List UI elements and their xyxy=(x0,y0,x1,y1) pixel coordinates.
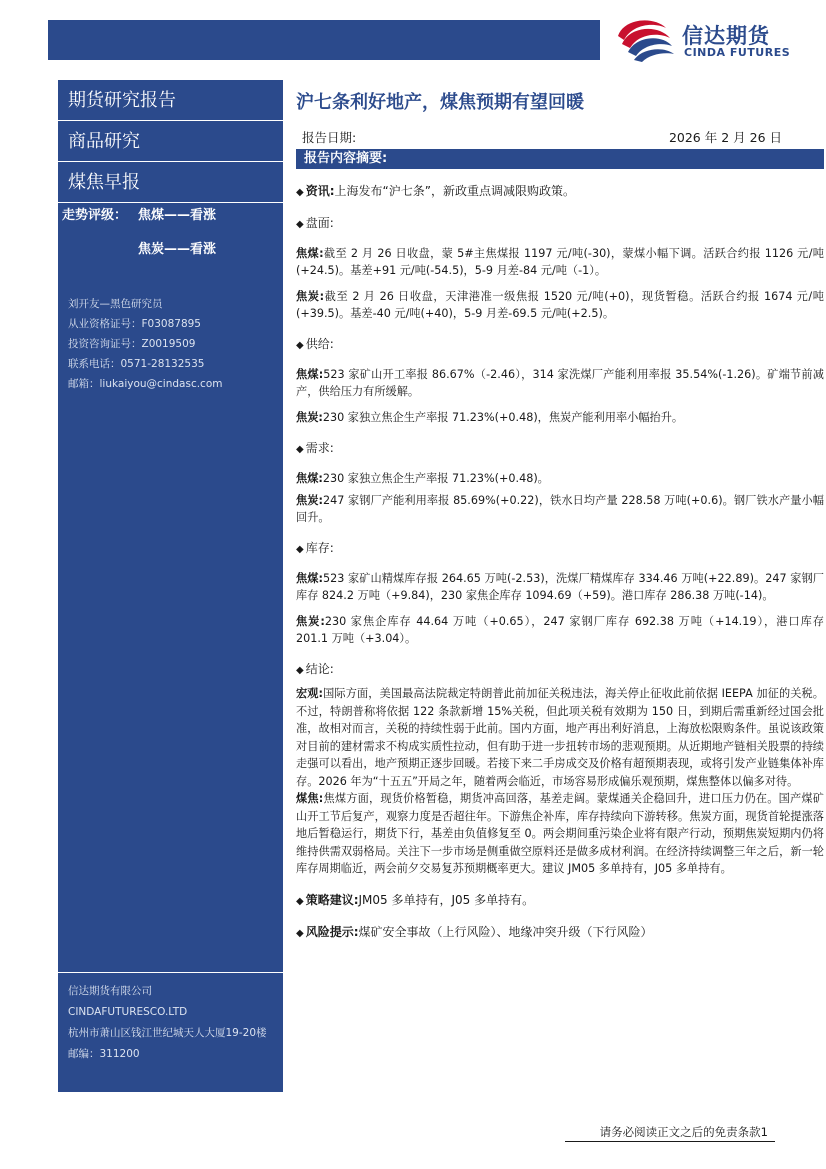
diamond-icon: ◆ xyxy=(296,187,304,198)
analyst-phone: 联系电话：0571-28132535 xyxy=(68,358,205,370)
analyst-name: 刘开友—黑色研究员 xyxy=(68,298,163,310)
supply-coking-coal: 焦煤:523 家矿山开工率报 86.67%（-2.46），314 家洗煤厂产能利用率报 35.54%(-1.26)。矿端节前减产，供给压力有所缓解。 xyxy=(296,368,824,398)
rating-coking-coal: 焦煤——看涨 xyxy=(138,208,217,223)
market-coke: 焦炭:截至 2 月 26 日收盘，天津港准一级焦报 1520 元/吨(+0)，现货暂稳。活跃合约报 1674 元/吨(+39.5)。基差-40 元/吨(+40)，5-9 月差-69.5 元/吨(+2.5)。 xyxy=(296,290,824,320)
report-type: 期货研究报告 xyxy=(58,80,283,121)
footer-divider xyxy=(565,1141,775,1142)
diamond-icon: ◆ xyxy=(296,927,304,939)
conclusion-section-heading: ◆ 结论: xyxy=(296,662,334,676)
strategy-section: ◆ 策略建议:JM05 多单持有，J05 多单持有。 xyxy=(296,892,535,907)
report-category: 商品研究 xyxy=(58,121,283,162)
company-name-en: CINDAFUTURESCO.LTD xyxy=(68,1006,188,1018)
demand-coking-coal: 焦煤:230 家独立焦企生产率报 71.23%(+0.48)。 xyxy=(296,472,549,485)
market-section-heading: ◆ 盘面: xyxy=(296,216,334,230)
report-date: 2026 年 2 月 26 日 xyxy=(668,130,782,145)
inventory-coke: 焦炭:230 家焦企库存 44.64 万吨（+0.65），247 家钢厂库存 692.38 万吨（+14.19），港口库存 201.1 万吨（+3.04）。 xyxy=(296,615,824,645)
demand-coke: 焦炭:247 家钢厂产能利用率报 85.69%(+0.22)，铁水日均产量 228.58 万吨(+0.6)。钢厂铁水产量小幅回升。 xyxy=(296,494,824,524)
diamond-icon: ◆ xyxy=(296,444,304,455)
company-address: 杭州市萧山区钱江世纪城天人大厦19-20楼 xyxy=(68,1027,267,1039)
abstract-header: 报告内容摘要: xyxy=(296,149,824,169)
rating-label: 走势评级： xyxy=(62,208,128,223)
diamond-icon: ◆ xyxy=(296,544,304,555)
cinda-swirl-icon xyxy=(614,14,676,64)
supply-section-heading: ◆ 供给: xyxy=(296,337,334,351)
demand-section-heading: ◆ 需求: xyxy=(296,441,334,455)
supply-coke: 焦炭:230 家独立焦企生产率报 71.23%(+0.48)，焦炭产能利用率小幅抬升。 xyxy=(296,411,684,424)
analyst-email: 邮箱：liukaiyou@cindasc.com xyxy=(68,378,223,390)
company-info xyxy=(58,972,283,1065)
diamond-icon: ◆ xyxy=(296,665,304,676)
disclaimer-note: 请务必阅读正文之后的免责条款1 xyxy=(599,1125,768,1139)
page-title: 沪七条利好地产，煤焦预期有望回暖 xyxy=(296,92,584,113)
analyst-contact xyxy=(68,294,222,394)
diamond-icon: ◆ xyxy=(296,219,304,230)
conclusion-coal-coke: 煤焦:焦煤方面，现货价格暂稳，期货冲高回落，基差走阔。蒙煤通关企稳回升，进口压力仍在。国产煤矿山开工节后复产，观察力度是否超往年。下游焦企补库，库存持续向下游转移。焦炭方面，现货首轮提涨落地后暂稳运行，期货下行，基差由负值修复至 0。两会期间重污染企业将有限产行动，预期焦炭短期内仍将维持供需双弱格局。关注下一步市场是侧重做空原料还是做多成材利润。在经济持续调整三年之后，新一轮库存周期临近，两会前夕交易复苏预期概率更大。建议 JM05 多单持有，J05 多单持有。 xyxy=(296,792,824,875)
report-content xyxy=(296,80,824,942)
analyst-advisory-id: 投资咨询证号：Z0019509 xyxy=(68,338,196,350)
report-date-label: 报告日期: xyxy=(302,130,357,145)
brand-name-cn: 信达期货 xyxy=(682,24,770,48)
analyst-qualification: 从业资格证号：F03087895 xyxy=(68,318,201,330)
conclusion-macro: 宏观:国际方面，美国最高法院裁定特朗普此前加征关税违法，海关停止征收此前依据 IEEPA 加征的关税。不过，特朗普称将依据 122 条款新增 15%关税，但此项关税有效期为 150 日，到期后需重新经过国会批准，故相对而言，关税的持续性弱于此前。国内方面，地产再出利好消息，上海放松限购条件。虽说该政策对目前的建材需求不构成实质性拉动，但有助于进一步扭转市场的悲观预期。从近期地产链相关股票的持续走强可以看出，地产预期正逐步回暖。若接下来二手房成交及价格有超预期表现，或将引发产业链集体补库存。2026 年为“十五五”开局之年，随着两会临近，市场容易形成偏乐观预期，煤焦整体以偏多对待。 xyxy=(296,687,824,788)
diamond-icon: ◆ xyxy=(296,895,304,907)
diamond-icon: ◆ xyxy=(296,340,304,351)
company-name: 信达期货有限公司 xyxy=(68,985,152,997)
brand-name-en: CINDA FUTURES xyxy=(684,46,791,59)
inventory-coking-coal: 焦煤:523 家矿山精煤库存报 264.65 万吨(-2.53)，洗煤厂精煤库存 334.46 万吨(+22.89)。247 家钢厂库存 824.2 万吨（+9.84)，230 家焦企库存 1094.69（+59)。港口库存 286.38 万吨(-14)。 xyxy=(296,572,824,602)
report-name: 煤焦早报 xyxy=(58,162,283,203)
market-coking-coal: 焦煤:截至 2 月 26 日收盘，蒙 5#主焦煤报 1197 元/吨(-30)，蒙煤小幅下调。活跃合约报 1126 元/吨(+24.5)。基差+91 元/吨(-54.5)，5-9 月差-84 元/吨（-1）。 xyxy=(296,247,824,277)
news-section: ◆ 资讯:上海发布“沪七条”，新政重点调减限购政策。 xyxy=(296,184,575,198)
sidebar xyxy=(58,80,283,1092)
company-postcode: 邮编：311200 xyxy=(68,1048,140,1060)
inventory-section-heading: ◆ 库存: xyxy=(296,541,334,555)
header-bar xyxy=(48,20,600,60)
risk-section: ◆ 风险提示:煤矿安全事故（上行风险）、地缘冲突升级（下行风险） xyxy=(296,924,653,939)
rating-coke: 焦炭——看涨 xyxy=(138,242,217,257)
brand-logo xyxy=(614,14,804,64)
report-date-row xyxy=(296,128,824,146)
